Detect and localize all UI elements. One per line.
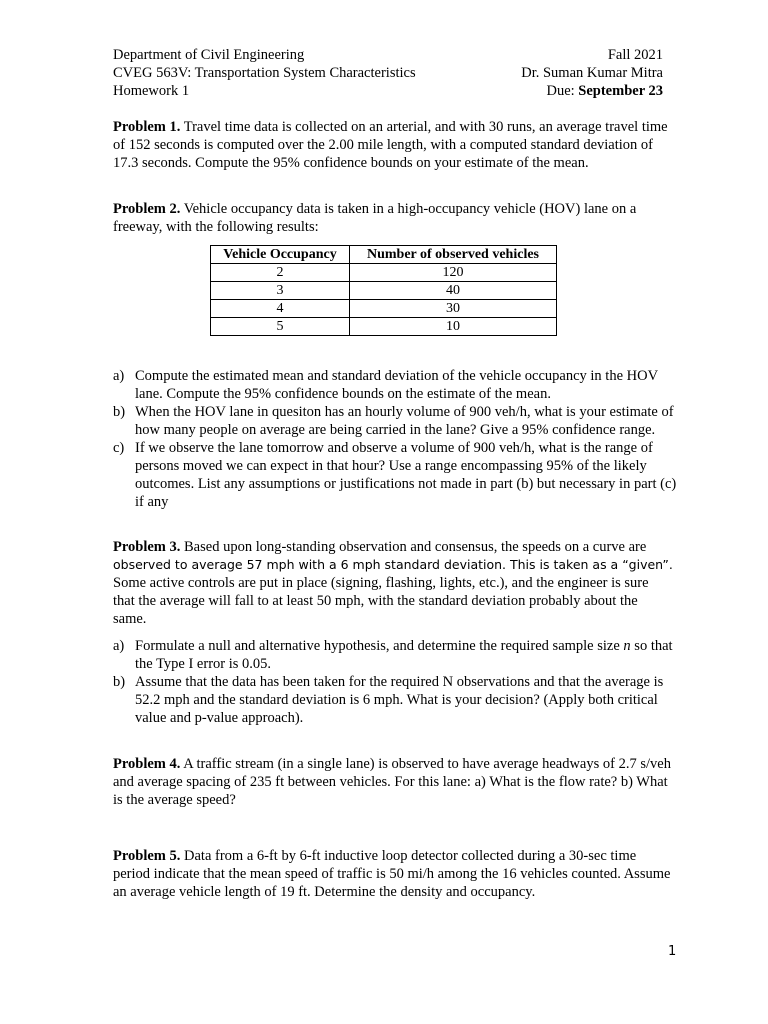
problem-5 [113, 847, 673, 901]
course-title: CVEG 563V: Transportation System Characteristics [113, 65, 416, 81]
problem-1 [113, 118, 673, 172]
table-row [211, 318, 557, 336]
occupancy-table [210, 245, 557, 336]
problem-4-text: A traffic stream (in a single lane) is observed to have average headways of 2.7 s/veh and average spacing of 235 ft between vehicles. For this lane: a) What is the flow rate? b) What is the average speed? [113, 756, 671, 808]
table-cell: 5 [211, 318, 350, 336]
problem-1-text: Travel time data is collected on an arterial, and with 30 runs, an average travel time of 152 seconds is computed over the 2.00 mile length, with a computed standard deviation of 17.3 seconds. Compute the 95% confidence bounds on your estimate of the mean. [113, 119, 668, 171]
homework-title: Homework 1 [113, 83, 190, 99]
problem-3-text-a: Based upon long-standing observation and consensus, the speeds on a curve are [180, 539, 647, 555]
table-cell: 3 [211, 282, 350, 300]
problem-1-label: Problem 1. [113, 119, 181, 135]
problem-3-label: Problem 3. [113, 539, 181, 555]
table-header-occupancy: Vehicle Occupancy [211, 246, 350, 264]
list-item [113, 403, 678, 439]
table-row [211, 282, 557, 300]
part-text: Assume that the data has been taken for the required N observations and that the average is 52.2 mph and the standard deviation is 6 mph. What is your decision? (Apply both critical value and p-value approach). [135, 674, 664, 726]
part-marker: c) [113, 440, 125, 456]
table-row [211, 264, 557, 282]
due-date-value: September 23 [578, 83, 663, 99]
instructor-name: Dr. Suman Kumar Mitra [521, 65, 663, 81]
part-marker: a) [113, 368, 125, 384]
table-cell: 2 [211, 264, 350, 282]
table-header-row [211, 246, 557, 264]
list-item [113, 367, 678, 403]
problem-4-label: Problem 4. [113, 756, 181, 772]
table-cell: 120 [350, 264, 557, 282]
page-number: 1 [668, 944, 677, 959]
table-cell: 4 [211, 300, 350, 318]
part-text-post: so that the Type I error is 0.05. [135, 638, 673, 672]
list-item [113, 673, 678, 727]
problem-3-text-c: Some active controls are put in place (signing, flashing, lights, etc.), and the engineer is sure that the average will fall to at least 50 mph, with the standard deviation probably about the same. [113, 575, 649, 627]
part-text-pre: Formulate a null and alternative hypothesis, and determine the required sample size [135, 638, 624, 654]
part-text: Compute the estimated mean and standard deviation of the vehicle occupancy in the HOV lane. Compute the 95% confidence bounds on the estimate of the mean. [135, 368, 658, 402]
problem-5-text: Data from a 6-ft by 6-ft inductive loop detector collected during a 30-sec time period indicate that the mean speed of traffic is 50 mi/h among the 16 vehicles counted. Assume an average vehicle length of 19 ft. Determine the density and occupancy. [113, 848, 671, 900]
problem-2 [113, 200, 673, 236]
part-marker: b) [113, 674, 126, 690]
table-header-count: Number of observed vehicles [350, 246, 557, 264]
table-cell: 30 [350, 300, 557, 318]
problem-3-text-b: observed to average 57 mph with a 6 mph standard deviation. This is taken as a “given”. [113, 557, 673, 572]
part-marker: b) [113, 404, 126, 420]
problem-3-parts [113, 637, 678, 727]
department-name: Department of Civil Engineering [113, 47, 305, 63]
problem-4 [113, 755, 673, 809]
sample-size-variable: n [623, 638, 631, 654]
part-text [135, 638, 673, 672]
list-item [113, 439, 678, 511]
table-row [211, 300, 557, 318]
part-text: When the HOV lane in quesiton has an hourly volume of 900 veh/h, what is your estimate of how many people on average are being carried in the lane? Give a 95% confidence range. [135, 404, 674, 438]
due-label: Due: [546, 83, 579, 99]
problem-2-label: Problem 2. [113, 201, 181, 217]
problem-2-text: Vehicle occupancy data is taken in a high-occupancy vehicle (HOV) lane on a freeway, with the following results: [113, 201, 637, 235]
part-text: If we observe the lane tomorrow and observe a volume of 900 veh/h, what is the range of persons moved we can expect in that hour? Use a range encompassing 95% of the likely outcomes. List any assumptions or justifications not made in part (b) but necessary in part (c) if any [135, 440, 677, 510]
part-marker: a) [113, 638, 125, 654]
term: Fall 2021 [607, 47, 663, 63]
problem-5-label: Problem 5. [113, 848, 181, 864]
list-item [113, 637, 678, 673]
due-date [546, 82, 663, 100]
table-cell: 10 [350, 318, 557, 336]
problem-2-parts [113, 367, 678, 511]
problem-3 [113, 538, 673, 628]
table-cell: 40 [350, 282, 557, 300]
